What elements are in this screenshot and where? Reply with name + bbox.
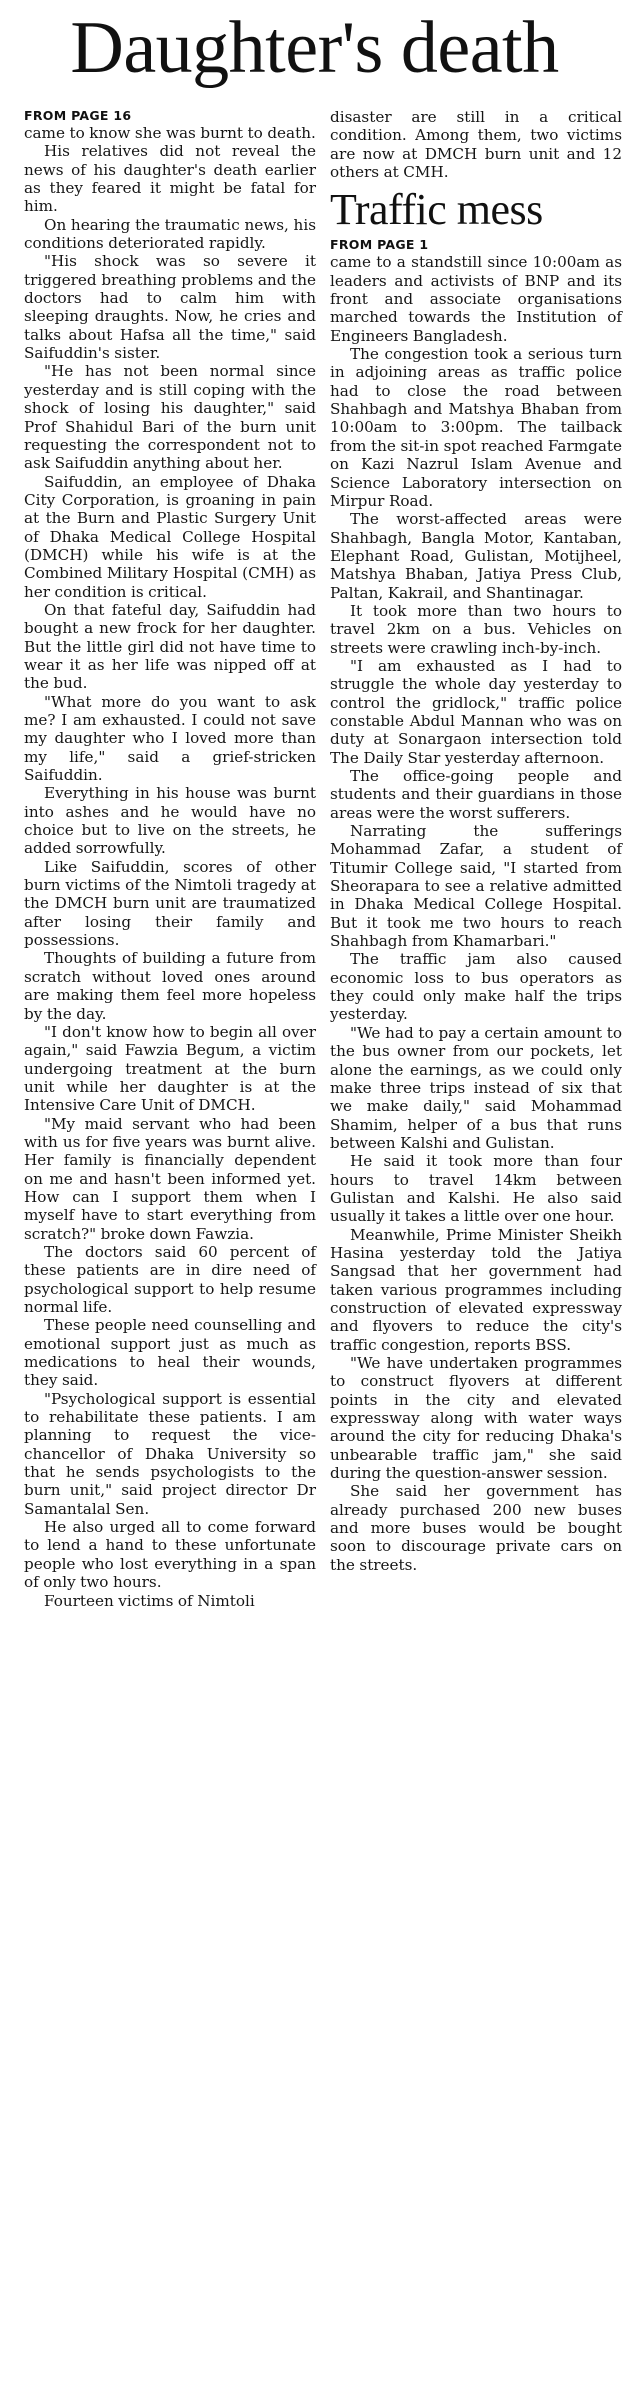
paragraph: "His shock was so severe it triggered breathing problems and the doctors had to calm him with sleeping draughts. Now, he cries and talks about Hafsa all the time," said Saifuddin's sister. <box>24 252 316 363</box>
paragraph: It took more than two hours to travel 2km on a bus. Vehicles on streets were crawling inch-by-inch. <box>330 601 622 657</box>
paragraph: On hearing the traumatic news, his conditions deteriorated rapidly. <box>24 215 316 253</box>
paragraph: "We have undertaken programmes to construct flyovers at different points in the city and elevated expressway along with water ways around the city for reducing Dhaka's unbearable traffic jam," she said during the question-answer session. <box>330 1354 622 1483</box>
paragraph: He also urged all to come forward to lend a hand to these unfortunate people who lost everything in a span of only two hours. <box>24 1518 316 1592</box>
paragraph: She said her government has already purchased 200 new buses and more buses would be bought soon to discourage private cars on the streets. <box>330 1482 622 1574</box>
paragraph: "I don't know how to begin all over again," said Fawzia Begum, a victim undergoing treatment at the burn unit while her daughter is at the Intensive Care Unit of DMCH. <box>24 1022 316 1115</box>
paragraph: Fourteen victims of Nimtoli <box>44 1591 255 1610</box>
paragraph: "My maid servant who had been with us for five years was burnt alive. Her family is financially dependent on me and hasn't been informed yet. How can I support them when I myself have to start everything from scratch?" broke down Fawzia. <box>24 1114 316 1243</box>
paragraph-continuation: disaster are still in a critical condition. Among them, two victims are now at DMCH burn unit and 12 others at CMH. <box>330 108 622 182</box>
kicker-from-page-1: FROM PAGE 1 <box>330 237 429 253</box>
paragraph: His relatives did not reveal the news of his daughter's death earlier as they feared it might be fatal for him. <box>24 142 316 216</box>
paragraph: The office-going people and students and their guardians in those areas were the worst sufferers. <box>330 767 622 822</box>
right-column <box>330 108 622 1574</box>
paragraph: On that fateful day, Saifuddin had bought a new frock for her daughter. But the little girl did not have time to wear it as her life was nipped off at the bud. <box>24 600 316 693</box>
paragraph: Meanwhile, Prime Minister Sheikh Hasina yesterday told the Jatiya Sangsad that her government had taken various programmes including construction of elevated expressway and flyovers to reduce the city's traffic congestion, reports BSS. <box>330 1225 622 1354</box>
paragraph: These people need counselling and emotional support just as much as medications to heal their wounds, they said. <box>24 1316 316 1390</box>
paragraph: Like Saifuddin, scores of other burn victims of the Nimtoli tragedy at the DMCH burn unit are traumatized after losing their family and possessions. <box>24 857 316 950</box>
paragraph: Thoughts of building a future from scratch without loved ones around are making them feel more hopeless by the day. <box>24 949 316 1023</box>
paragraph: The congestion took a serious turn in adjoining areas as traffic police had to close the road between Shahbagh and Matshya Bhaban from 10:00am to 3:00pm. The tailback from the sit-in spot reached Farmgate on Kazi Nazrul Islam Avenue and Science Laboratory intersection on Mirpur Road. <box>330 345 622 510</box>
paragraph: "Psychological support is essential to rehabilitate these patients. I am planning to request the vice-chancellor of Dhaka University so that he sends psychologists to the burn unit," said project director Dr Samantalal Sen. <box>24 1389 316 1518</box>
paragraph: "We had to pay a certain amount to the bus owner from our pockets, let alone the earnings, as we could only make three trips instead of six that we make daily," said Mohammad Shamim, helper of a bus that runs between Kalshi and Gulistan. <box>330 1023 622 1152</box>
headline-daughters-death: Daughter's death <box>70 7 559 89</box>
paragraph: The worst-affected areas were Shahbagh, Bangla Motor, Kantaban, Elephant Road, Gulistan, Motijheel, Matshya Bhaban, Jatiya Press Club, Paltan, Kakrail, and Shantinagar. <box>330 510 622 602</box>
paragraph: "I am exhausted as I had to struggle the whole day yesterday to control the gridlock," traffic police constable Abdul Mannan who was on duty at Sonargaon intersection told The Daily Star yesterday afternoon. <box>330 656 622 767</box>
paragraph: He said it took more than four hours to travel 14km between Gulistan and Kalshi. He also said usually it takes a little over one hour. <box>330 1152 622 1226</box>
paragraph: Saifuddin, an employee of Dhaka City Corporation, is groaning in pain at the Burn and Plastic Surgery Unit of Dhaka Medical College Hospital (DMCH) while his wife is at the Combined Military Hospital (CMH) as her condition is critical. <box>24 472 316 601</box>
paragraph: "What more do you want to ask me? I am exhausted. I could not save my daughter who I loved more than my life," said a grief-stricken Saifuddin. <box>24 692 316 785</box>
paragraph: Everything in his house was burnt into ashes and he would have no choice but to live on the streets, he added sorrowfully. <box>24 784 316 858</box>
paragraph: The doctors said 60 percent of these patients are in dire need of psychological support to help resume normal life. <box>24 1242 316 1316</box>
kicker-from-page-16: FROM PAGE 16 <box>24 108 132 123</box>
paragraph: came to know she was burnt to death. <box>24 124 316 142</box>
paragraph: The traffic jam also caused economic loss to bus operators as they could only make half the trips yesterday. <box>330 950 622 1024</box>
left-column <box>24 108 316 1610</box>
headline-traffic-mess: Traffic mess <box>330 185 543 235</box>
paragraph: Narrating the sufferings Mohammad Zafar, a student of Titumir College said, "I started from Sheorapara to see a relative admitted in Dhaka Medical College Hospital. But it took me two hours to reach Shahbagh from Khamarbari." <box>330 822 622 951</box>
paragraph: "He has not been normal since yesterday and is still coping with the shock of losing his daughter," said Prof Shahidul Bari of the burn unit requesting the correspondent not to ask Saifuddin anything about her. <box>24 362 316 473</box>
paragraph: came to a standstill since 10:00am as leaders and activists of BNP and its front and associate organisations marched towards the Institution of Engineers Bangladesh. <box>330 253 622 345</box>
